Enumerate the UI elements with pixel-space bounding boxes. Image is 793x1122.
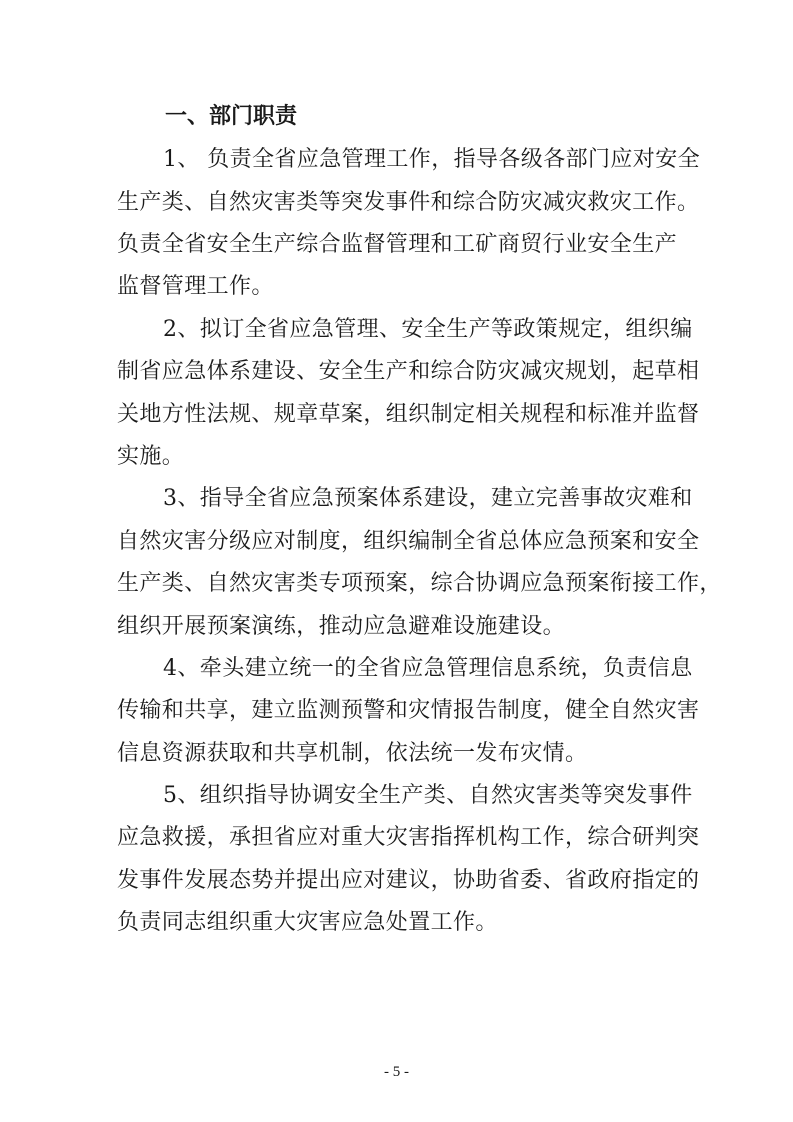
paragraph-line: 制省应急体系建设、安全生产和综合防灾减灾规划，起草相: [117, 359, 700, 384]
paragraph-line: 3、指导全省应急预案体系建设，建立完善事故灾难和: [163, 486, 693, 511]
paragraph-line: 组织开展预案演练，推动应急避难设施建设。: [117, 614, 566, 639]
paragraph-line: 5、组织指导协调安全生产类、自然灾害类等突发事件: [163, 783, 693, 808]
paragraph-line: 信息资源获取和共享机制，依法统一发布灾情。: [117, 741, 588, 766]
paragraph-line: 负责全省安全生产综合监督管理和工矿商贸行业安全生产: [117, 232, 678, 257]
paragraph-line: 传输和共享，建立监测预警和灾情报告制度，健全自然灾害: [117, 698, 700, 723]
paragraph-line: 应急救援，承担省应对重大灾害指挥机构工作，综合研判突: [117, 825, 700, 850]
paragraph-line: 生产类、自然灾害类专项预案，综合协调应急预案衔接工作，: [117, 571, 722, 596]
page-number: - 5 -: [384, 1064, 409, 1080]
paragraph-line: 4、牵头建立统一的全省应急管理信息系统，负责信息: [163, 656, 693, 681]
paragraph-line: 监督管理工作。: [117, 274, 274, 299]
paragraph-line: 负责同志组织重大灾害应急处置工作。: [117, 910, 498, 935]
paragraph-line: 关地方性法规、规章草案，组织制定相关规程和标准并监督: [117, 402, 700, 427]
section-heading: 一、部门职责: [165, 104, 298, 129]
paragraph-line: 自然灾害分级应对制度，组织编制全省总体应急预案和安全: [117, 529, 700, 554]
paragraph-line: 2、拟订全省应急管理、安全生产等政策规定，组织编: [163, 317, 693, 342]
paragraph-line: 1、 负责全省应急管理工作，指导各级各部门应对安全: [163, 147, 700, 172]
paragraph-line: 生产类、自然灾害类等突发事件和综合防灾减灾救灾工作。: [117, 190, 700, 215]
paragraph-line: 实施。: [117, 444, 185, 469]
paragraph-line: 发事件发展态势并提出应对建议，协助省委、省政府指定的: [117, 868, 700, 893]
